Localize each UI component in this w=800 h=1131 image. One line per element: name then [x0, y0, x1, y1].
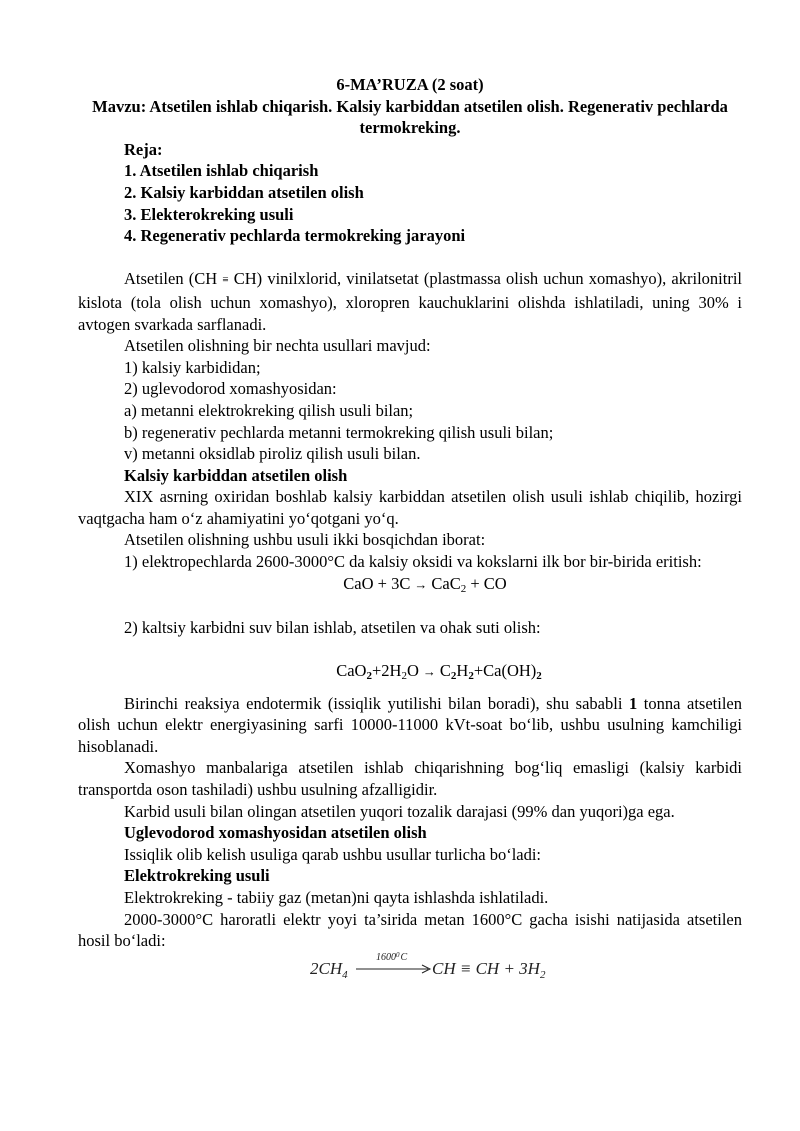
eq3-condition-sup: 0 — [396, 950, 400, 959]
intro-paragraph — [78, 268, 742, 335]
hydrocarbon-paragraph-1: Issiqlik olib kelish usuliga qarab ushbu usullar turlicha bo‘ladi: — [124, 844, 542, 864]
carbide-step-1: 1) elektropechlarda 2600-3000°C da kalsiy oksidi va kokslarni ilk bor bir-birida eritish: — [124, 552, 702, 572]
svg-text:16000C — [376, 951, 408, 963]
eq2-sub: 2 — [536, 670, 542, 683]
carbide-step-2: 2) kaltsiy karbidni suv bilan ishlab, atsetilen va ohak suti olish: — [124, 617, 541, 637]
eq2-part: CaO — [336, 661, 367, 681]
eq3-left: 2CH — [310, 958, 343, 978]
eq2-sub: 2 — [450, 670, 457, 683]
p3-text-b: tonna atsetilen olish uchun elektr energiyasining sarfi 10000-11000 kVt-soat bo‘lib, ushbu usulning kamchiligi hisoblanadi. — [78, 693, 742, 756]
plan-item-2: 2. Kalsiy karbiddan atsetilen olish — [124, 182, 364, 202]
equation-3 — [310, 950, 580, 986]
section-heading-hydrocarbon: Uglevodorod xomashyosidan atsetilen olish — [124, 823, 427, 843]
subsection-heading-electrocracking: Elektrokreking usuli — [124, 866, 270, 886]
method-item-b: b) regenerativ pechlarda metanni termokreking qilish usuli bilan; — [124, 422, 554, 442]
section-heading-carbide: Kalsiy karbiddan atsetilen olish — [124, 465, 348, 485]
triple-bond-symbol: ≡ — [222, 274, 229, 287]
carbide-paragraph-4: Xomashyo manbalariga atsetilen ishlab chiqarishning bog‘liq emasligi (kalsiy karbidi transportda oson tashiladi) ushbu usulning afzalligidir. — [78, 758, 742, 799]
plan-item-1: 1. Atsetilen ishlab chiqarish — [124, 161, 319, 181]
plan-item-3: 3. Elekterokreking usuli — [124, 204, 294, 224]
carbide-paragraph-5: Karbid usuli bilan olingan atsetilen yuqori tozalik darajasi (99% dan yuqori)ga ega. — [124, 801, 675, 821]
eq1-left: CaO + 3C — [343, 573, 411, 593]
hydrocarbon-paragraph-3: 2000-3000°C haroratli elektr yoyi ta’sirida metan 1600°C gacha isishi natijasida atsetilen hosil bo‘ladi: — [78, 909, 742, 951]
svg-text:2CH4 — [310, 959, 348, 981]
eq2-sub: 2 — [468, 670, 474, 683]
spacer — [78, 595, 742, 617]
eq1-arrow: → — [414, 576, 428, 592]
method-item-2: 2) uglevodorod xomashyosidan: — [124, 379, 337, 399]
eq3-condition-unit: C — [400, 951, 408, 963]
lecture-title: 6-MA’RUZA (2 soat) — [336, 75, 484, 94]
eq2-sub: 2 — [401, 670, 407, 683]
hydrocarbon-paragraph-2: Elektrokreking - tabiiy gaz (metan)ni qayta ishlashda ishlatiladi. — [124, 887, 549, 907]
spacer — [78, 683, 742, 693]
method-item-a: a) metanni elektrokreking qilish usuli bilan; — [124, 400, 414, 420]
eq3-left-sub: 4 — [342, 968, 348, 981]
eq1-subscript: 2 — [460, 582, 467, 595]
eq2-part: +Ca(OH) — [473, 661, 537, 681]
carbide-paragraph-3 — [78, 693, 742, 758]
carbide-paragraph-2: Atsetilen olishning ushbu usuli ikki bosqichdan iborat: — [124, 530, 486, 550]
eq3-condition: 1600 — [376, 951, 396, 963]
eq2-sub: 2 — [366, 670, 372, 683]
equation-1 — [78, 573, 742, 596]
intro-text-a: Atsetilen (CH — [124, 269, 223, 289]
p3-bold-number: 1 — [628, 693, 638, 713]
spacer — [78, 247, 742, 269]
method-item-v: v) metanni oksidlab piroliz qilish usuli bilan. — [124, 444, 421, 464]
eq3-right: CH ≡ CH + 3H — [432, 958, 540, 978]
eq2-part: C — [439, 661, 451, 681]
plan-item-4: 4. Regenerativ pechlarda termokreking jarayoni — [124, 226, 466, 246]
eq2-part: O — [406, 661, 419, 681]
eq3-right-sub: 2 — [539, 968, 546, 981]
carbide-paragraph-1: XIX asrning oxiridan boshlab kalsiy karbiddan atsetilen olish usuli ishlab chiqilib, hozirgi vaqtgacha ham o‘z ahamiyatini yo‘qotgani yo‘q. — [78, 487, 742, 528]
spacer — [78, 638, 742, 660]
intro-text-b: CH) vinilxlorid, vinilatsetat (plastmassa olish uchun xomashyo), akrilonitril kislota (tola olish uchun xomashyo), xloropren kauchuklarini olishda ishlatiladi, uning 30% i avtogen svarkada sarflanadi. — [78, 269, 742, 334]
svg-text:CH ≡ CH + 3H2 — [432, 959, 546, 981]
lecture-topic: Mavzu: Atsetilen ishlab chiqarish. Kalsiy karbiddan atsetilen olish. Regenerativ pechlarda termokreking. — [92, 96, 728, 138]
eq1-right: CaC — [431, 573, 461, 593]
eq1-right-b: + CO — [466, 573, 507, 593]
method-item-1: 1) kalsiy karbididan; — [124, 357, 261, 377]
methods-intro: Atsetilen olishning bir nechta usullari mavjud: — [124, 336, 431, 356]
p3-text-a: Birinchi reaksiya endotermik (issiqlik yutilishi bilan boradi), shu sababli — [124, 693, 629, 713]
eq2-arrow: → — [422, 664, 436, 680]
plan-block — [78, 139, 742, 247]
equation-2 — [78, 660, 742, 683]
eq2-part: +2H — [371, 661, 402, 681]
eq2-part: H — [456, 661, 469, 681]
plan-label: Reja: — [124, 139, 163, 159]
